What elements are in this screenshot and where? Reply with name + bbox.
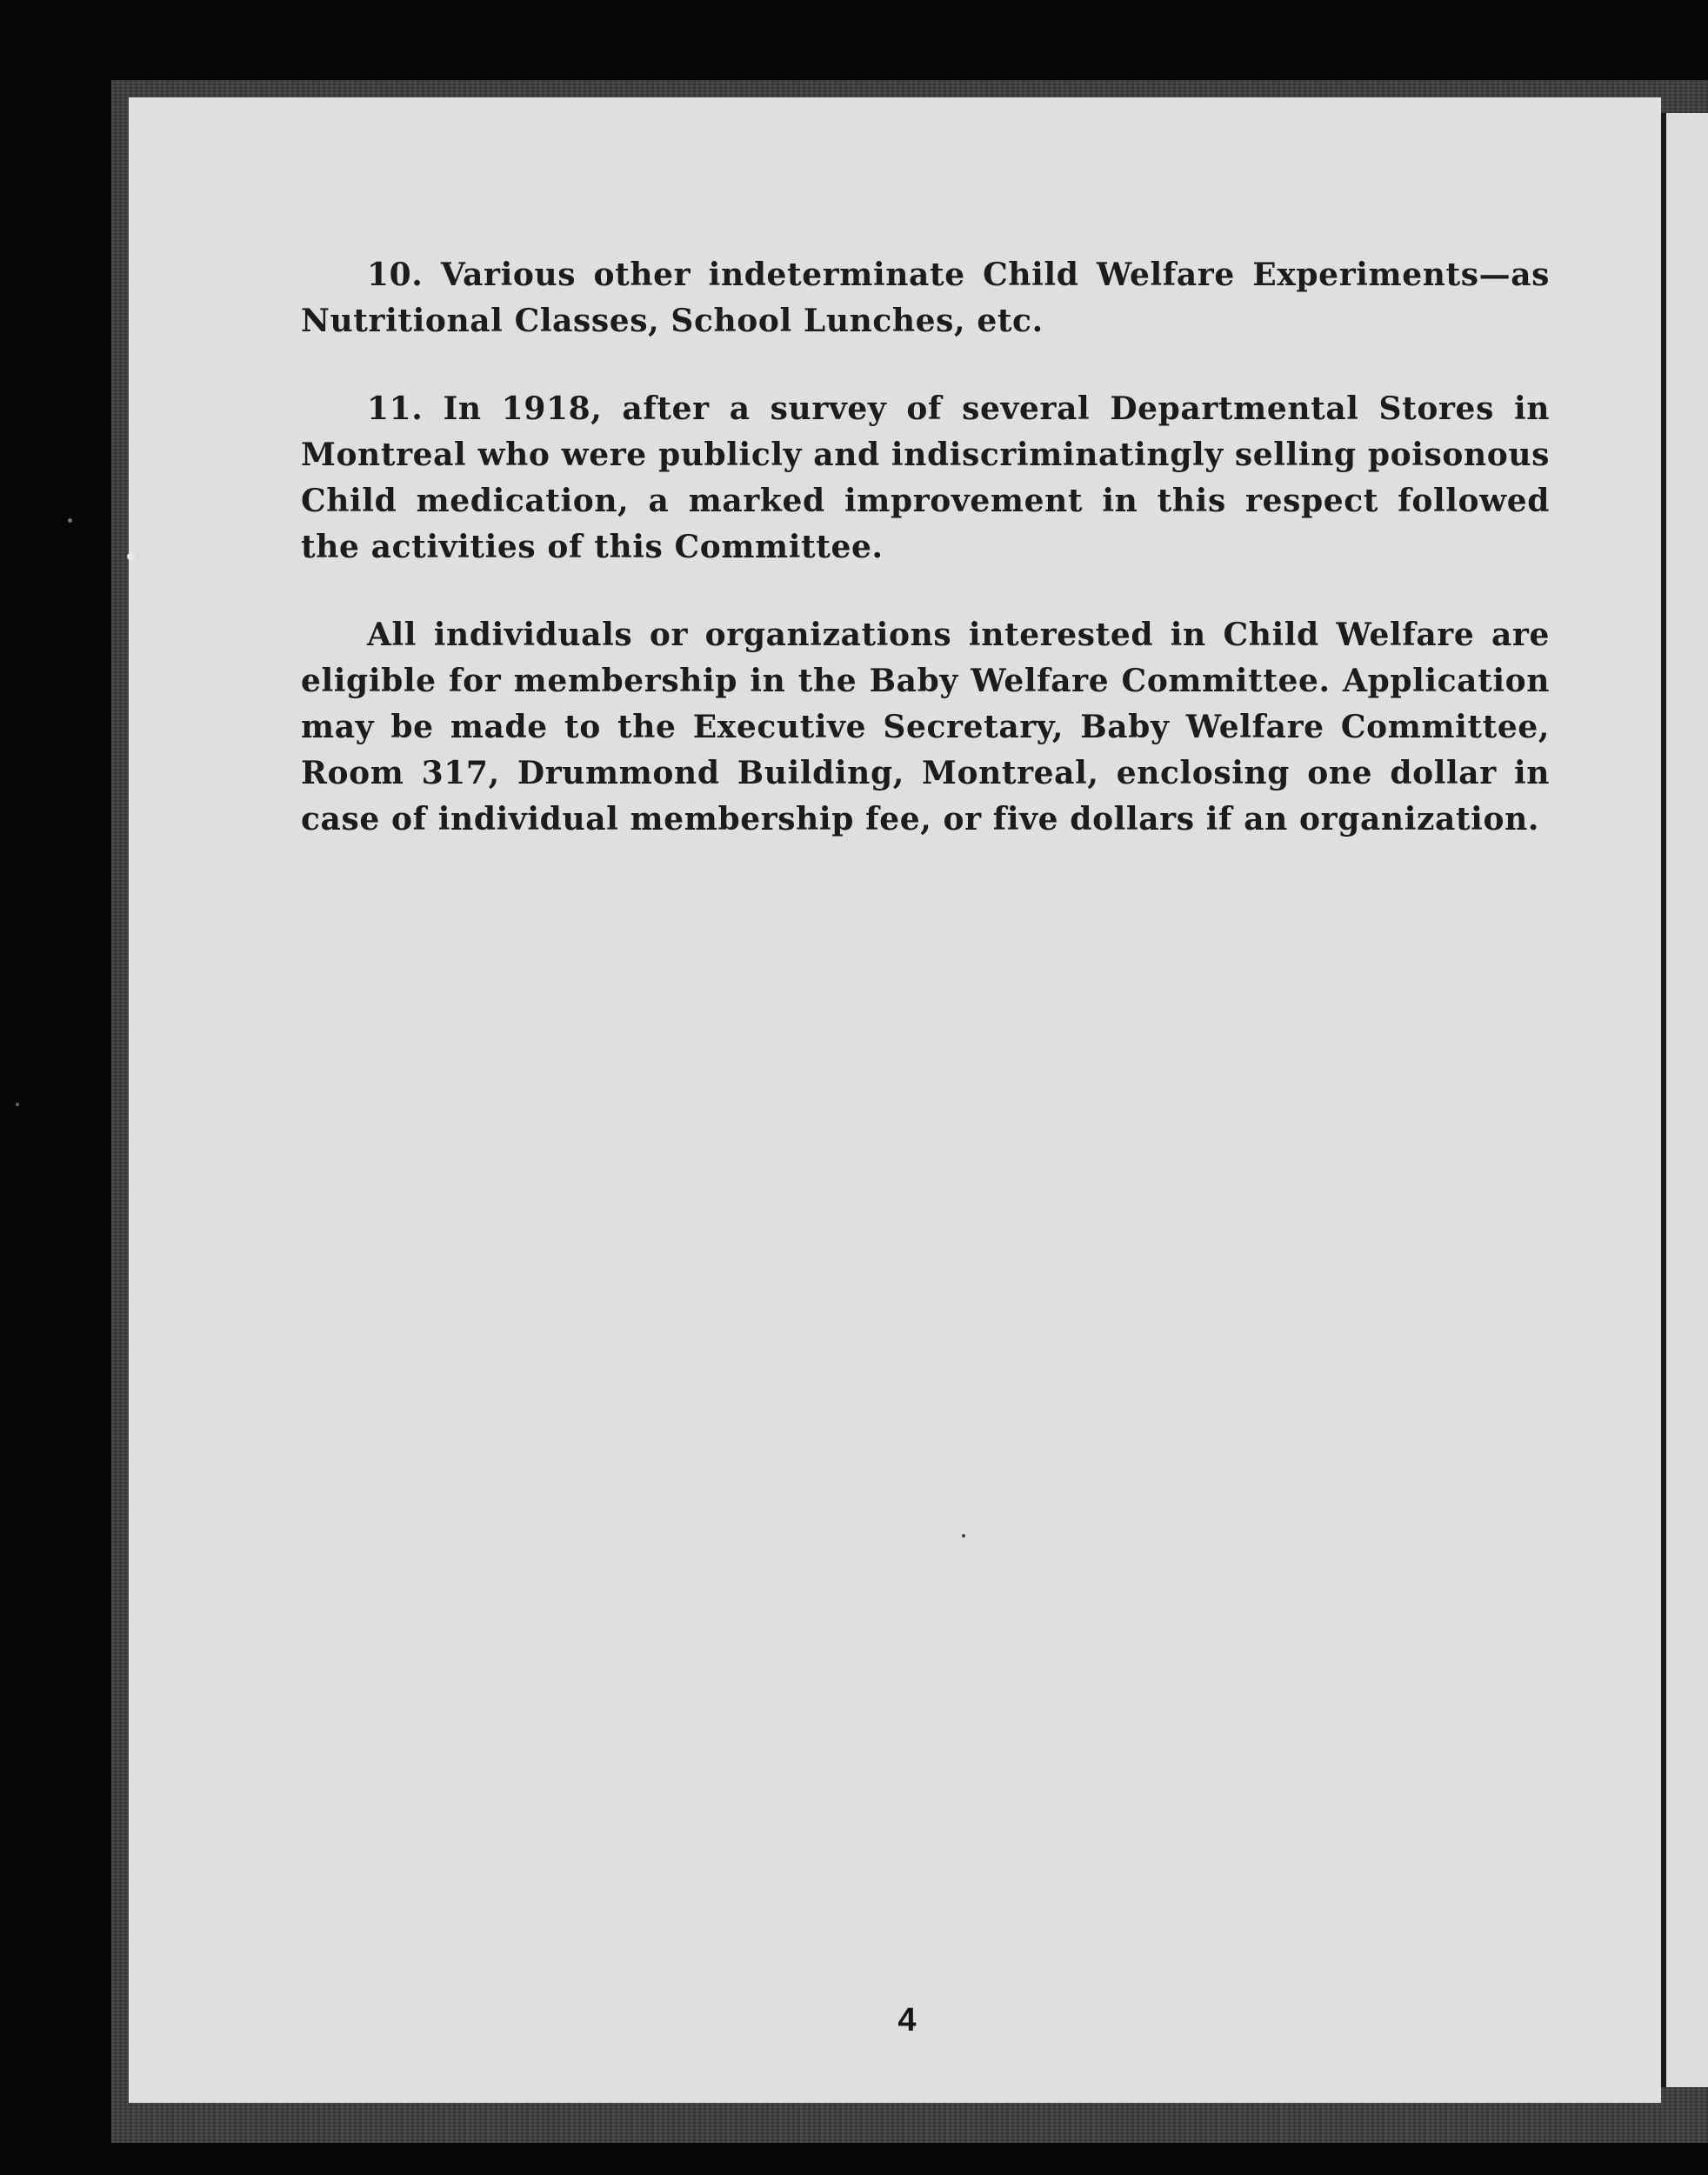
scan-speck (127, 553, 134, 560)
scan-speck (68, 518, 72, 523)
page-gutter (1661, 113, 1666, 2087)
body-text (301, 252, 1550, 884)
scan-speck (962, 1534, 965, 1538)
paragraph-item-10: 10. Various other indeterminate Child Welfare Experiments—as Nutritional Classes, School Lunches, etc. (301, 257, 1550, 339)
facing-page-edge (1666, 113, 1708, 2087)
paragraph-item-11: 11. In 1918, after a survey of several Departmental Stores in Montreal who were publicly and indiscriminatingly selling poisonous Child medication, a marked improvement in this respect followed the activities of this Committee. (301, 390, 1550, 565)
paragraph-membership: All individuals or organizations interested in Child Welfare are eligible for membership in the Baby Welfare Committee. Application may be made to the Executive Secretary, Baby Welfare Committee, Room 317, Drummond Building, Montreal, enclosing one dollar in case of individual membership fee, or five dollars if an organization. (301, 617, 1550, 837)
scan-speck (16, 1103, 19, 1106)
page-number: 4 (897, 2002, 917, 2038)
